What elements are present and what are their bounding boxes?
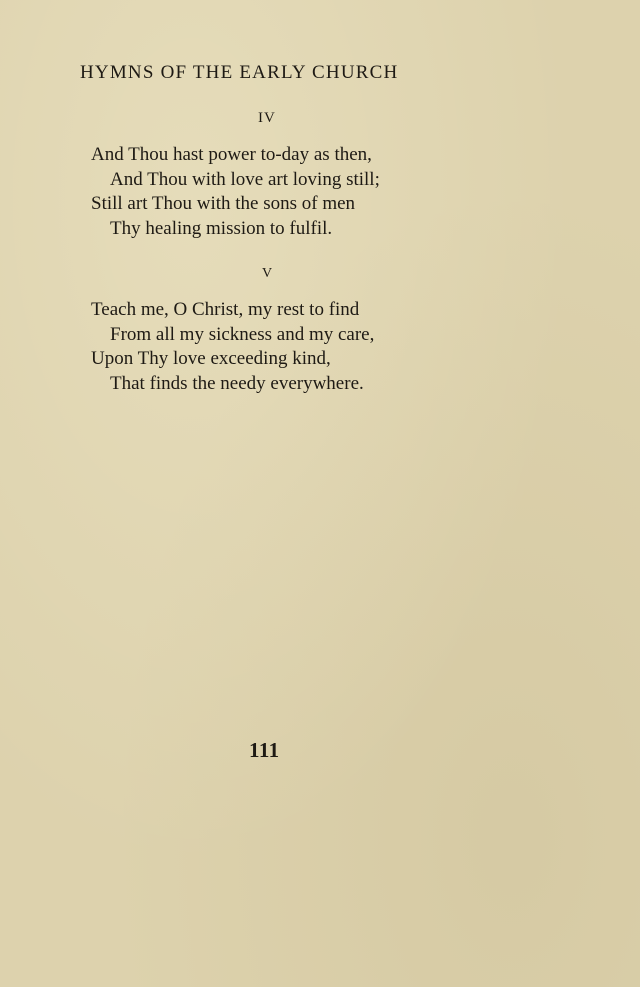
stanza-v <box>91 298 374 396</box>
stanza-line: From all my sickness and my care, <box>110 323 375 345</box>
page-number: 111 <box>249 738 280 762</box>
running-head: HYMNS OF THE EARLY CHURCH <box>80 62 399 83</box>
stanza-line: Still art Thou with the sons of men <box>91 193 356 215</box>
stanza-number-iv: IV <box>258 110 276 126</box>
stanza-line: That finds the needy everywhere. <box>110 372 364 394</box>
stanza-line: And Thou with love art loving still; <box>110 168 380 190</box>
stanza-line: And Thou hast power to-day as then, <box>91 144 372 165</box>
stanza-line: Thy healing mission to fulfil. <box>110 217 333 239</box>
stanza-line: Upon Thy love exceeding kind, <box>91 348 331 370</box>
stanza-number-v: V <box>262 266 274 281</box>
stanza-line: Teach me, O Christ, my rest to find <box>91 299 360 320</box>
stanza-iv <box>91 143 380 241</box>
